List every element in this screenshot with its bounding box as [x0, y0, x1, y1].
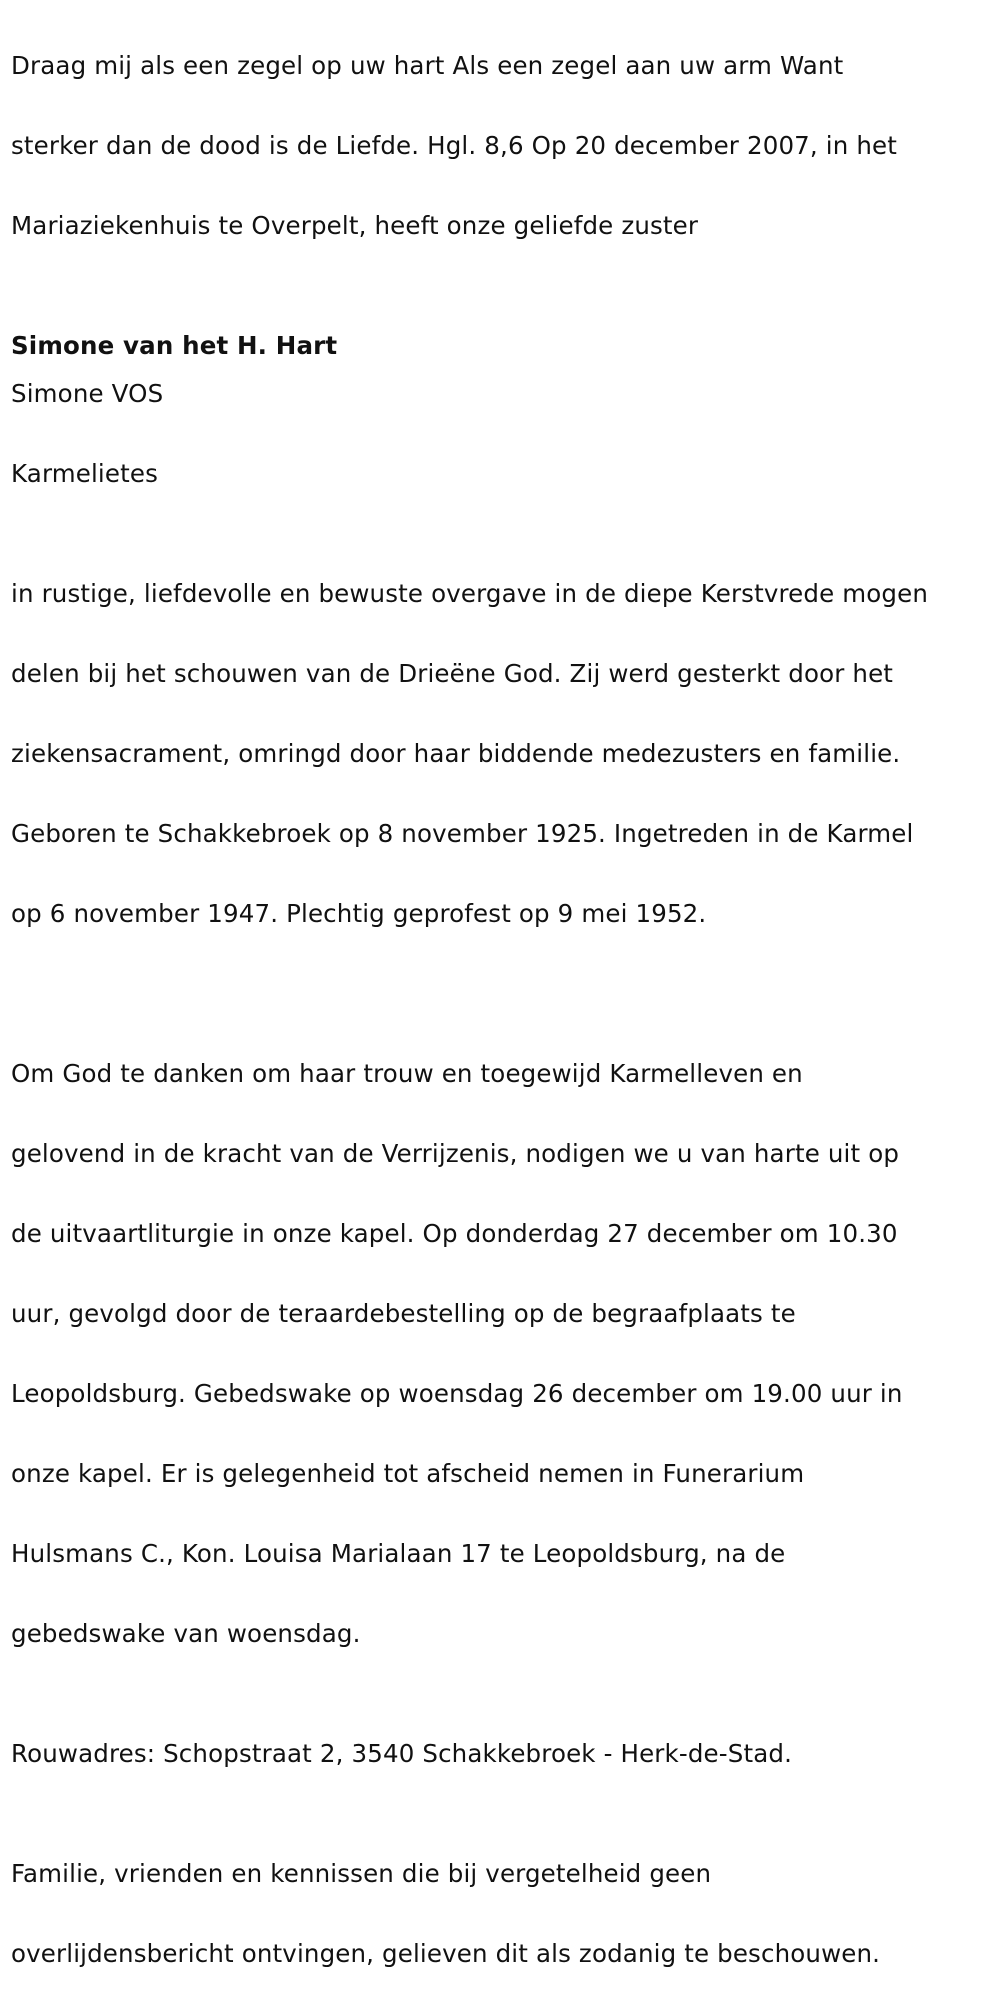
funeral-line: onze kapel. Er is gelegenheid tot afscheid nemen in Funerarium: [11, 1459, 805, 1488]
intro-line: Mariaziekenhuis te Overpelt, heeft onze geliefde zuster: [11, 211, 699, 240]
passing-line: Geboren te Schakkebroek op 8 november 1925. Ingetreden in de Karmel: [11, 819, 914, 848]
religious-order: Karmelietes: [11, 459, 159, 488]
passing-line: delen bij het schouwen van de Drieëne God. Zij werd gesterkt door het: [11, 659, 894, 688]
funeral-line: uur, gevolgd door de teraardebestelling op de begraafplaats te: [11, 1299, 796, 1328]
civil-name: Simone VOS: [11, 379, 164, 408]
passing-line: in rustige, liefdevolle en bewuste overgave in de diepe Kerstvrede mogen: [11, 579, 929, 608]
intro-paragraph: [11, 6, 996, 286]
funeral-line: gebedswake van woensdag.: [11, 1619, 361, 1648]
mourning-address: Rouwadres: Schopstraat 2, 3540 Schakkebroek - Herk-de-Stad.: [11, 1739, 793, 1768]
passing-line: op 6 november 1947. Plechtig geprofest op 9 mei 1952.: [11, 899, 707, 928]
funeral-line: Leopoldsburg. Gebedswake op woensdag 26 december om 19.00 uur in: [11, 1379, 903, 1408]
notice-paragraph: [11, 1814, 996, 2014]
intro-line: Draag mij als een zegel op uw hart Als een zegel aan uw arm Want: [11, 51, 844, 80]
obituary-document: [11, 6, 996, 2014]
intro-line: sterker dan de dood is de Liefde. Hgl. 8,6 Op 20 december 2007, in het: [11, 131, 898, 160]
notice-line: overlijdensbericht ontvingen, gelieven dit als zodanig te beschouwen.: [11, 1939, 881, 1968]
passing-line: ziekensacrament, omringd door haar biddende medezusters en familie.: [11, 739, 901, 768]
funeral-line: gelovend in de kracht van de Verrijzenis, nodigen we u van harte uit op: [11, 1139, 900, 1168]
passing-paragraph: [11, 534, 996, 974]
funeral-line: Om God te danken om haar trouw en toegewijd Karmelleven en: [11, 1059, 803, 1088]
religious-name: Simone van het H. Hart: [11, 331, 338, 360]
funeral-line: Hulsmans C., Kon. Louisa Marialaan 17 te Leopoldsburg, na de: [11, 1539, 786, 1568]
funeral-paragraph: [11, 1014, 996, 1694]
funeral-line: de uitvaartliturgie in onze kapel. Op donderdag 27 december om 10.30: [11, 1219, 898, 1248]
notice-line: Familie, vrienden en kennissen die bij vergetelheid geen: [11, 1859, 712, 1888]
